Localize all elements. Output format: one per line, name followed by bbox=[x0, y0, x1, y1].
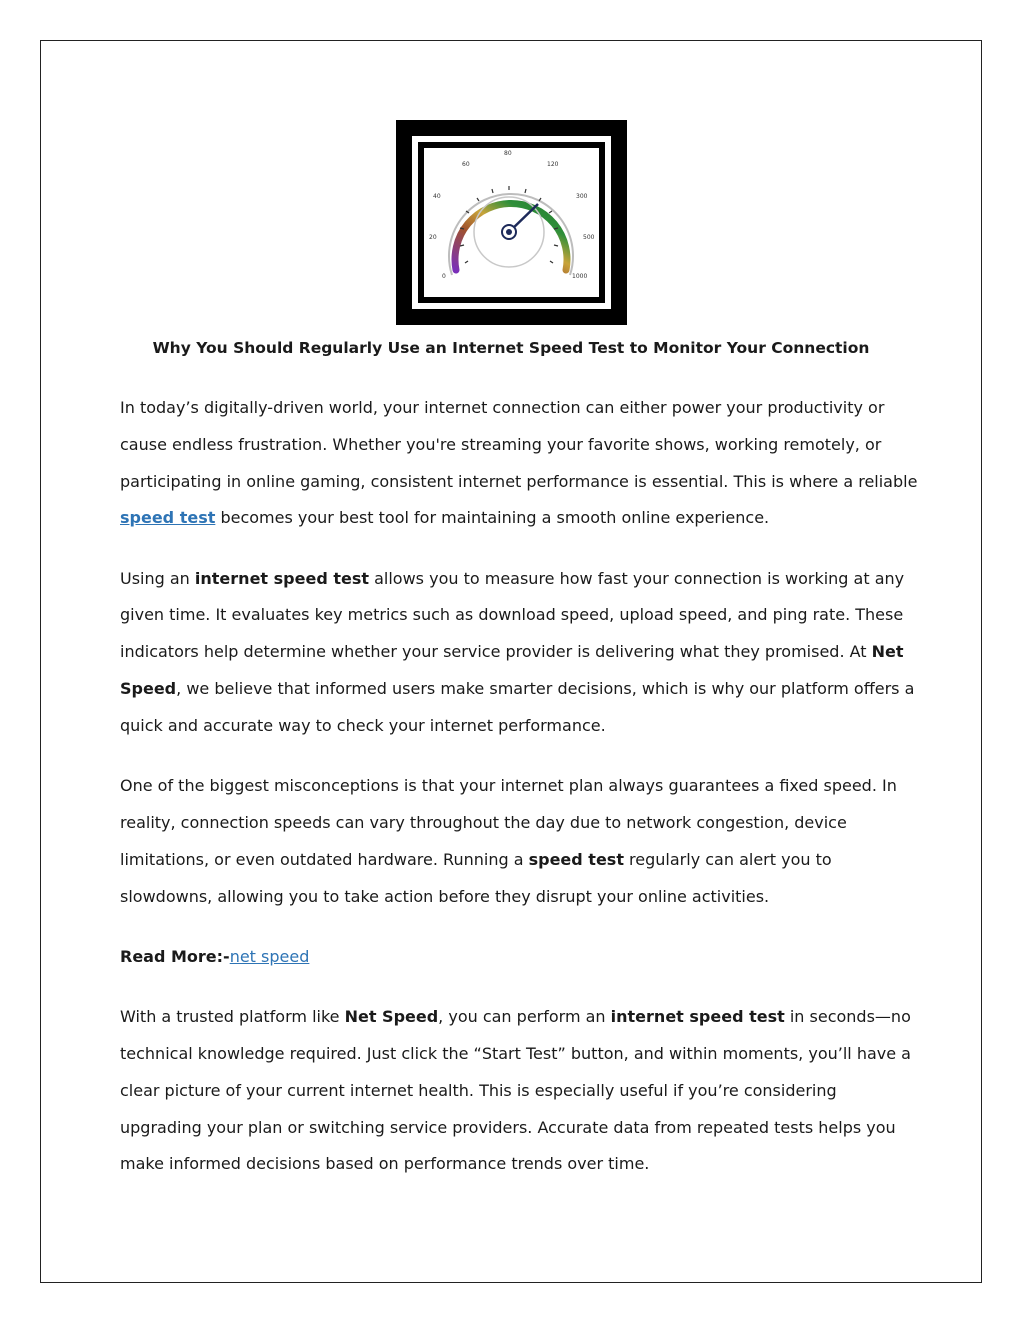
tick-label: 120 bbox=[547, 161, 559, 168]
read-more-line bbox=[120, 939, 920, 976]
tick-label: 80 bbox=[504, 150, 512, 157]
paragraph-misconceptions: One of the biggest misconceptions is that your internet plan always guarantees a fixed speed. In reality, connection speeds can vary throughout the day due to network congestion, device limitations, or even outdated hardware. Running a speed test regularly can alert you to slowdowns, allowing you to take action before they disrupt your online activities. bbox=[120, 776, 897, 906]
tick-label: 0 bbox=[442, 273, 446, 280]
tick-label: 60 bbox=[462, 161, 470, 168]
paragraph-trusted-platform: With a trusted platform like Net Speed, you can perform an internet speed test in seconds—no technical knowledge required. Just click the “Start Test” button, and within moments, you’ll have a clear picture of your current internet health. This is especially useful if you’re considering upgrading your plan or switching service providers. Accurate data from repeated tests helps you make informed decisions based on performance trends over time. bbox=[120, 1007, 911, 1174]
tick-label: 500 bbox=[583, 234, 595, 241]
speedometer-icon bbox=[396, 120, 627, 325]
tick-label: 40 bbox=[433, 193, 441, 200]
article-body bbox=[120, 390, 920, 1207]
paragraph-using: Using an internet speed test allows you to measure how fast your connection is working at any given time. It evaluates key metrics such as download speed, upload speed, and ping rate. These indicators help determine whether your service provider is delivering what they promised. At Net Speed, we believe that informed users make smarter decisions, which is why our platform offers a quick and accurate way to check your internet performance. bbox=[120, 568, 915, 735]
net-speed-link[interactable]: net speed bbox=[229, 946, 310, 966]
tick-label: 300 bbox=[576, 193, 588, 200]
tick-label: 1000 bbox=[572, 273, 588, 280]
tick-label: 20 bbox=[429, 234, 437, 241]
speed-test-link[interactable]: speed test bbox=[120, 508, 216, 528]
speedometer-image bbox=[396, 120, 627, 325]
article-title: Why You Should Regularly Use an Internet Speed Test to Monitor Your Connection bbox=[152, 339, 870, 357]
read-more-label: Read More:- bbox=[120, 946, 230, 966]
paragraph-intro: In today’s digitally-driven world, your internet connection can either power your productivity or cause endless frustration. Whether you're streaming your favorite shows, working remotely, or participating in online gaming, consistent internet performance is essential. This is where a reliable speed test becomes your best tool for maintaining a smooth online experience. bbox=[120, 398, 918, 528]
